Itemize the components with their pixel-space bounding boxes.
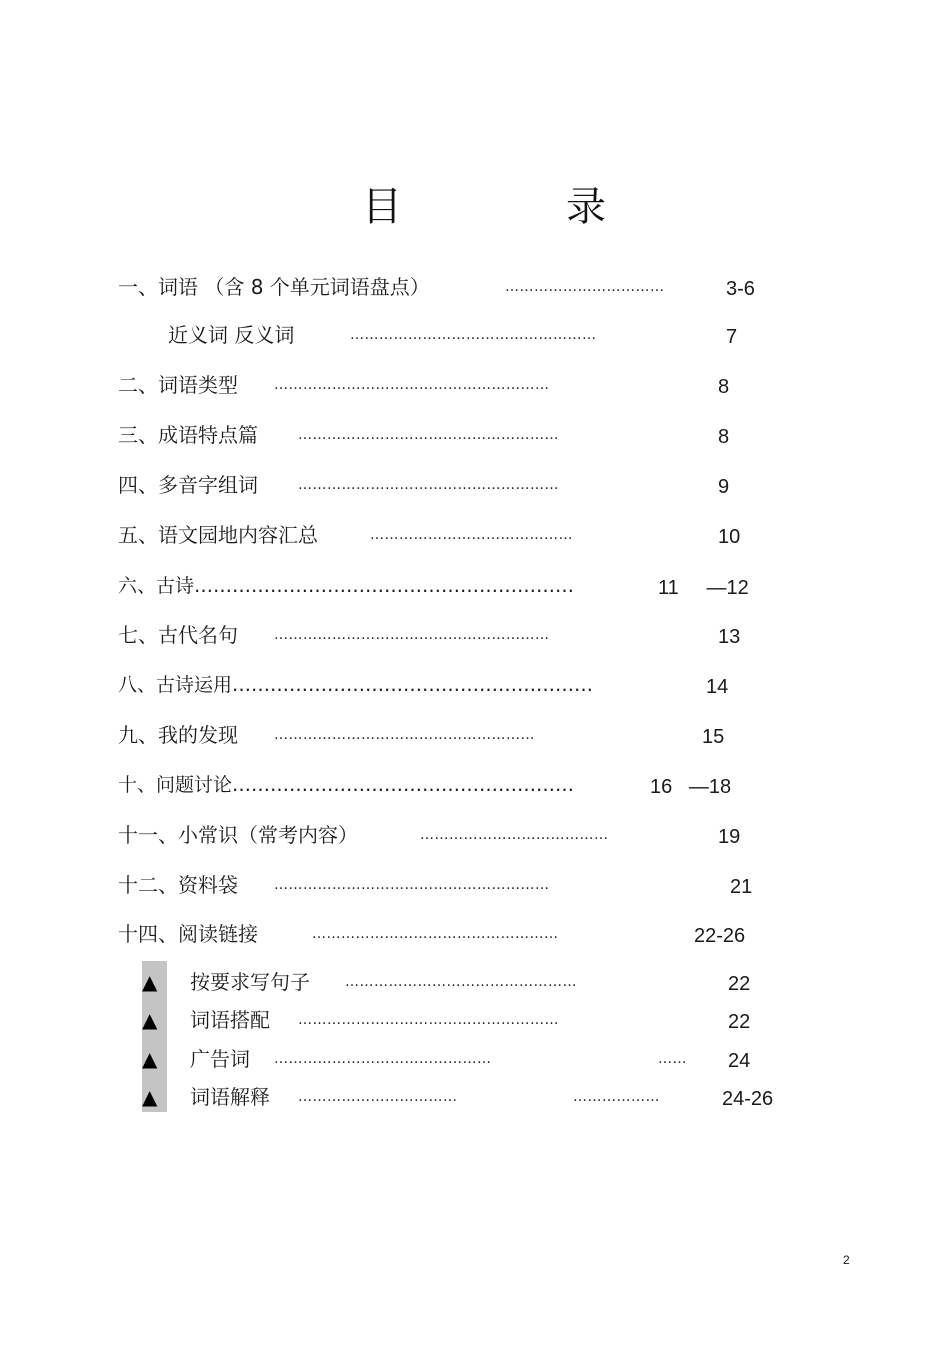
toc-label: 十四、阅读链接: [118, 922, 258, 946]
triangle-icon: ▲: [142, 1085, 158, 1109]
toc-leader-dots: …………………………………………………: [274, 627, 550, 643]
toc-page-number: 24-26: [722, 1088, 774, 1110]
toc-sub-label: 广告词: [190, 1047, 250, 1071]
toc-page-number: 13: [718, 626, 741, 648]
toc-label: 七、古代名句: [118, 623, 238, 647]
toc-leader-dots: ………………………………………………: [298, 1012, 559, 1028]
toc-leader-dots-2: ……: [658, 1051, 687, 1067]
toc-leader-dots: …………………………………………………: [274, 877, 550, 893]
toc-leader-dots: ……………………………: [298, 1089, 458, 1105]
toc-page-number: 8: [718, 376, 730, 398]
toc-sub-label: 词语搭配: [190, 1008, 270, 1032]
toc-label: 八、古诗运用…………………………………………………: [118, 674, 594, 696]
toc-label: 十二、资料袋: [118, 873, 238, 897]
triangle-icon: ▲: [142, 1047, 158, 1071]
toc-page-number: 11 —12: [658, 577, 749, 599]
toc-page-number: 8: [718, 426, 730, 448]
toc-page-number: 3-6: [726, 278, 755, 300]
toc-label: 近义词 反义词: [168, 323, 295, 347]
toc-page-number: 22: [728, 1011, 751, 1033]
toc-page-number: 22-26: [694, 925, 746, 947]
toc-page-number: 16 —18: [650, 776, 732, 798]
toc-leader-dots: ……………………………………………: [312, 926, 559, 942]
toc-leader-dots: ………………………………………: [274, 1051, 492, 1067]
toc-sub-label: 按要求写句子: [190, 970, 310, 994]
toc-leader-dots: ………………………………………………: [274, 727, 535, 743]
toc-leader-dots: ……………………………: [505, 279, 665, 295]
toc-label: 十、问题讨论………………………………………………: [118, 774, 575, 796]
toc-leader-dots: ………………………………………………: [298, 477, 559, 493]
title-char-2: 录: [566, 184, 606, 230]
triangle-icon: ▲: [142, 1008, 158, 1032]
toc-label: 四、多音字组词: [118, 473, 258, 497]
footer-page-number: 2: [843, 1253, 850, 1267]
toc-label: 五、语文园地内容汇总: [118, 523, 318, 547]
toc-label: 九、我的发现: [118, 723, 238, 747]
toc-label: 一、词语 （含 8 个单元词语盘点）: [118, 275, 430, 299]
toc-sub-label: 词语解释: [190, 1085, 270, 1109]
toc-page-number: 14: [706, 676, 729, 698]
toc-page-number: 9: [718, 476, 730, 498]
triangle-icon: ▲: [142, 970, 158, 994]
toc-label: 二、词语类型: [118, 373, 238, 397]
toc-page-number: 10: [718, 526, 741, 548]
toc-page-number: 19: [718, 826, 741, 848]
toc-label: 十一、小常识（常考内容）: [118, 823, 358, 847]
toc-label: 三、成语特点篇: [118, 423, 258, 447]
toc-leader-dots: ……………………………………: [370, 527, 573, 543]
toc-leader-dots-2: ………………: [573, 1089, 660, 1105]
toc-leader-dots: …………………………………: [420, 827, 609, 843]
toc-page-number: 24: [728, 1050, 751, 1072]
toc-page-number: 21: [730, 876, 753, 898]
toc-leader-dots: ………………………………………………: [298, 427, 559, 443]
toc-leader-dots: …………………………………………………: [274, 377, 550, 393]
toc-page-number: 22: [728, 973, 751, 995]
toc-leader-dots: ……………………………………………: [350, 327, 597, 343]
toc-label: 六、古诗……………………………………………………: [118, 575, 575, 597]
toc-page-number: 15: [702, 726, 725, 748]
toc-page-number: 7: [726, 326, 738, 348]
title-char-1: 目: [362, 184, 402, 230]
toc-leader-dots: …………………………………………: [345, 974, 577, 990]
